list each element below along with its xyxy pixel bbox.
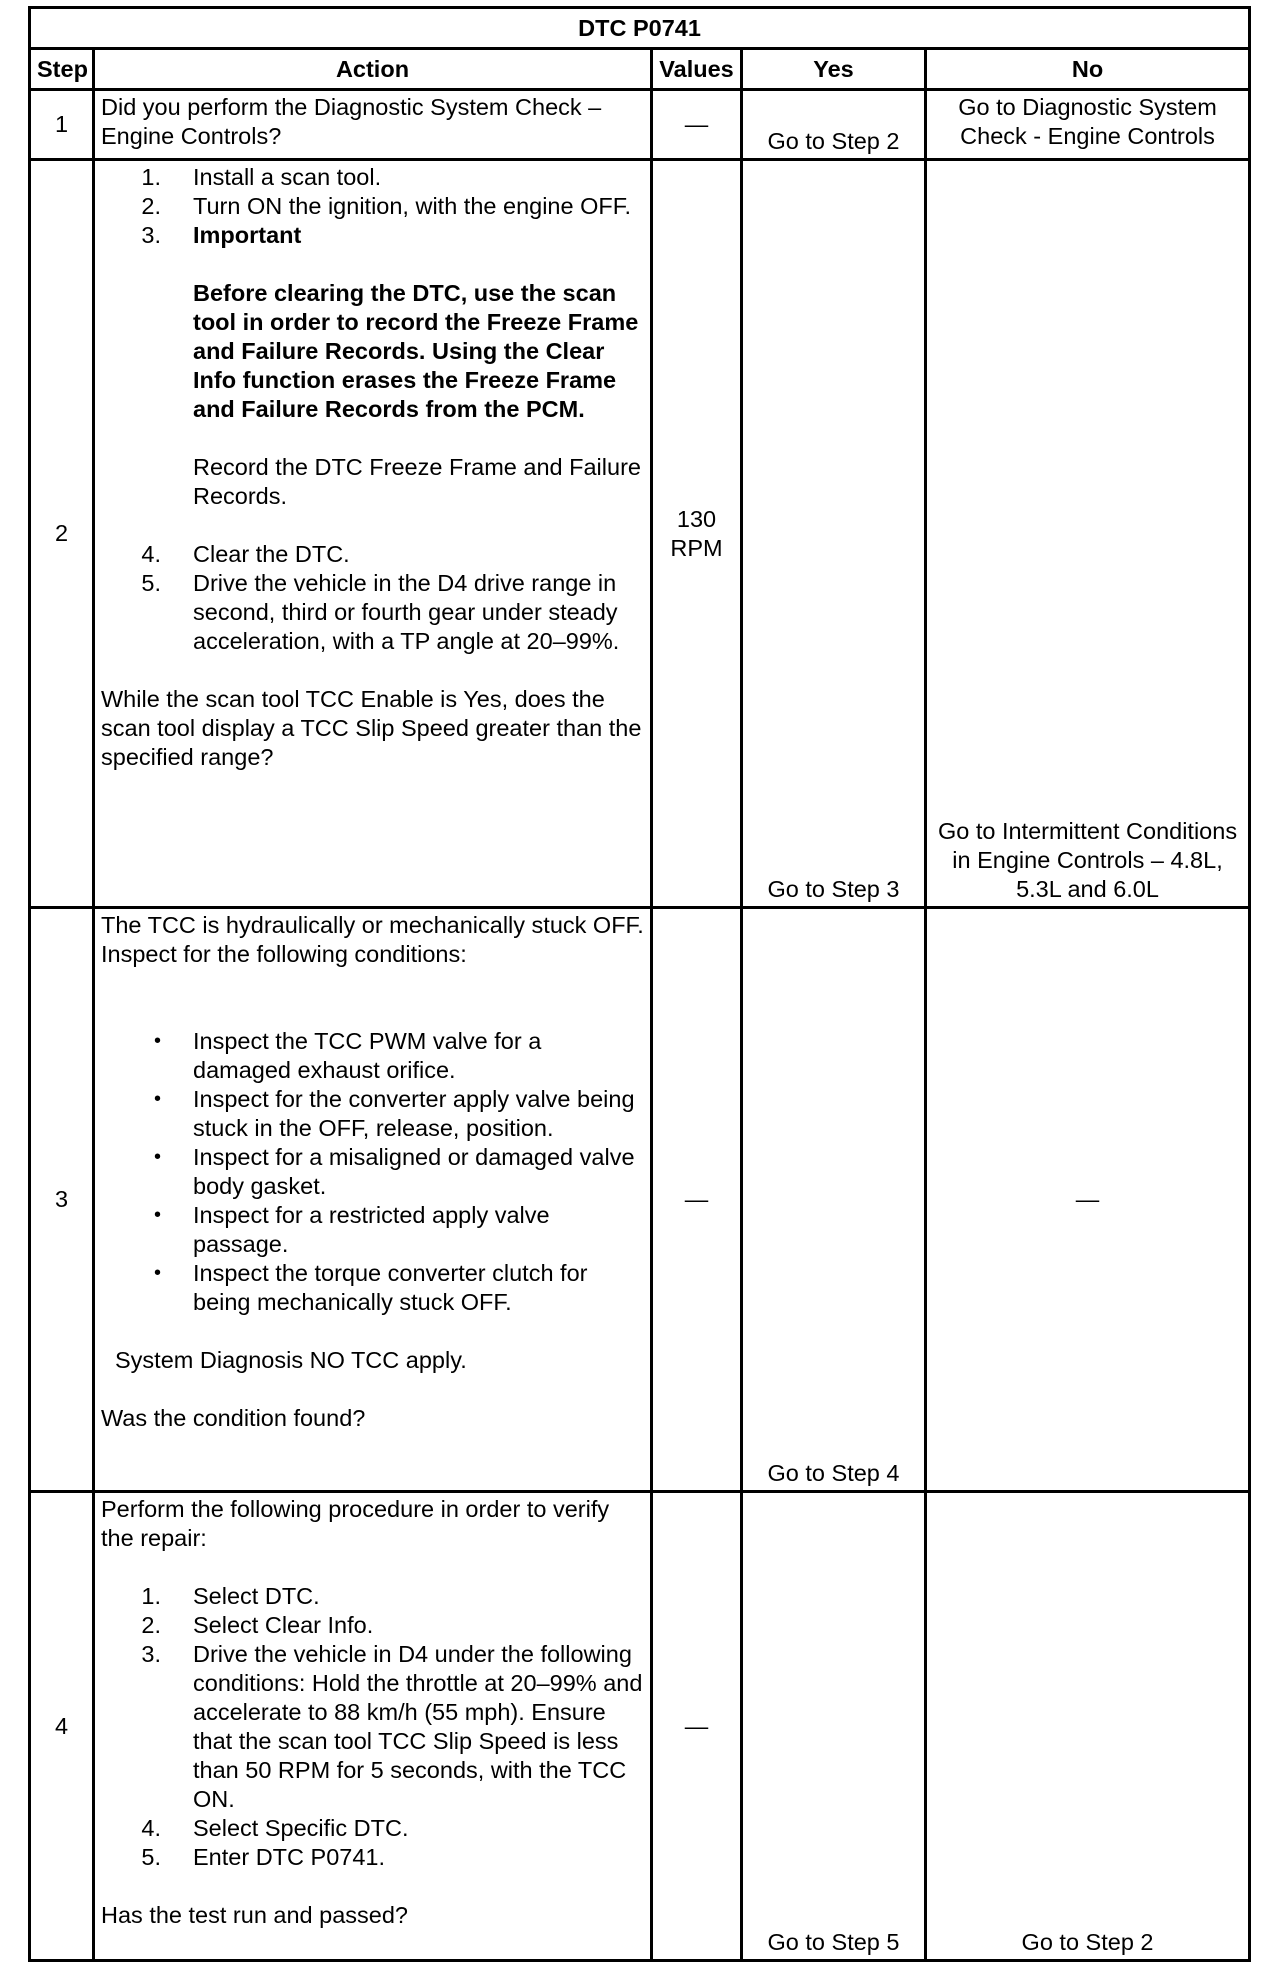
value-cell: — <box>652 1492 742 1961</box>
list-item <box>101 540 644 569</box>
reference-link[interactable]: System Diagnosis NO TCC apply. <box>115 1347 467 1373</box>
procedure-list <box>101 1582 644 1872</box>
list-item <box>101 1611 644 1640</box>
item-text: Select Specific DTC. <box>193 1815 409 1841</box>
item-text: Turn ON the ignition, with the engine OFF. <box>193 193 632 219</box>
list-item <box>101 1143 644 1201</box>
yes-action[interactable]: Go to Step 4 <box>742 908 926 1492</box>
important-label: Important <box>193 222 302 248</box>
item-number: 5. <box>141 570 161 596</box>
item-text: Install a scan tool. <box>193 164 382 190</box>
question-text: Was the condition found? <box>101 1405 366 1431</box>
table-title: DTC P0741 <box>30 8 1250 49</box>
bullet-icon: • <box>153 1262 161 1284</box>
step-number: 3 <box>30 908 94 1492</box>
item-number: 3. <box>141 1641 161 1667</box>
table-row <box>30 160 1250 908</box>
list-item <box>101 1640 644 1814</box>
bullet-icon: • <box>153 1204 161 1226</box>
bullet-icon: • <box>153 1146 161 1168</box>
header-no: No <box>926 49 1250 90</box>
item-number: 1. <box>141 164 161 190</box>
yes-action[interactable]: Go to Step 2 <box>742 90 926 160</box>
list-item <box>101 1814 644 1843</box>
item-text: Inspect for a restricted apply valve passage. <box>193 1202 550 1257</box>
list-item <box>101 1027 644 1085</box>
bullet-icon: • <box>153 1088 161 1110</box>
header-action: Action <box>94 49 652 90</box>
value-cell: — <box>652 908 742 1492</box>
header-yes: Yes <box>742 49 926 90</box>
table-row <box>30 90 1250 160</box>
procedure-list <box>101 540 644 656</box>
list-item <box>101 569 644 656</box>
list-item <box>101 1201 644 1259</box>
item-text: Inspect the torque converter clutch for being mechanically stuck OFF. <box>193 1260 588 1315</box>
action-text: Did you perform the Diagnostic System Check – Engine Controls? <box>94 90 652 160</box>
question-text: While the scan tool TCC Enable is Yes, does the scan tool display a TCC Slip Speed greater than the specified range? <box>101 686 642 770</box>
table-row <box>30 1492 1250 1961</box>
list-item <box>101 1843 644 1872</box>
intro-text: Perform the following procedure in order to verify the repair: <box>101 1496 610 1551</box>
list-item <box>101 1582 644 1611</box>
item-number: 4. <box>141 541 161 567</box>
dtc-table <box>28 6 1251 1962</box>
step-number: 4 <box>30 1492 94 1961</box>
no-action[interactable]: Go to Diagnostic System Check - Engine Controls <box>926 90 1250 160</box>
item-number: 2. <box>141 1612 161 1638</box>
no-action[interactable]: Go to Step 2 <box>926 1492 1250 1961</box>
step-number: 1 <box>30 90 94 160</box>
item-text: Clear the DTC. <box>193 541 350 567</box>
step-number: 2 <box>30 160 94 908</box>
table-row <box>30 908 1250 1492</box>
action-cell <box>94 160 652 908</box>
item-number: 1. <box>141 1583 161 1609</box>
item-number: 3. <box>141 222 161 248</box>
item-text: Select DTC. <box>193 1583 320 1609</box>
list-item <box>101 1085 644 1143</box>
question-text: Has the test run and passed? <box>101 1902 409 1928</box>
item-text: Inspect the TCC PWM valve for a damaged exhaust orifice. <box>193 1028 542 1083</box>
value-cell: 130 RPM <box>652 160 742 908</box>
item-text: Drive the vehicle in D4 under the following conditions: Hold the throttle at 20–99% and accelerate to 88 km/h (55 mph). Ensure that the scan tool TCC Slip Speed is less than 50 RPM for 5 seconds, with the TCC ON. <box>193 1641 643 1812</box>
value-cell: — <box>652 90 742 160</box>
yes-action[interactable]: Go to Step 3 <box>742 160 926 908</box>
action-cell <box>94 1492 652 1961</box>
list-item <box>101 192 644 221</box>
item-number: 5. <box>141 1844 161 1870</box>
condition-list <box>101 1027 644 1317</box>
item-number: 2. <box>141 193 161 219</box>
item-text: Select Clear Info. <box>193 1612 374 1638</box>
item-text: Inspect for a misaligned or damaged valve body gasket. <box>193 1144 635 1199</box>
record-note: Record the DTC Freeze Frame and Failure Records. <box>193 454 641 509</box>
item-text: Enter DTC P0741. <box>193 1844 386 1870</box>
item-text: Inspect for the converter apply valve being stuck in the OFF, release, position. <box>193 1086 635 1141</box>
bullet-icon: • <box>153 1030 161 1052</box>
no-action[interactable]: Go to Intermittent Conditions in Engine Controls – 4.8L, 5.3L and 6.0L <box>926 160 1250 908</box>
no-action: — <box>926 908 1250 1492</box>
intro-text: The TCC is hydraulically or mechanically stuck OFF. Inspect for the following conditions: <box>101 912 644 967</box>
header-step: Step <box>30 49 94 90</box>
action-cell <box>94 908 652 1492</box>
list-item <box>101 1259 644 1317</box>
important-note: Before clearing the DTC, use the scan tool in order to record the Freeze Frame and Failure Records. Using the Clear Info function erases the Freeze Frame and Failure Records from the PCM. <box>193 280 639 422</box>
list-item <box>101 221 644 250</box>
item-text: Drive the vehicle in the D4 drive range in second, third or fourth gear under steady acceleration, with a TP angle at 20–99%. <box>193 570 620 654</box>
item-number: 4. <box>141 1815 161 1841</box>
yes-action[interactable]: Go to Step 5 <box>742 1492 926 1961</box>
header-values: Values <box>652 49 742 90</box>
list-item <box>101 163 644 192</box>
procedure-list <box>101 163 644 250</box>
